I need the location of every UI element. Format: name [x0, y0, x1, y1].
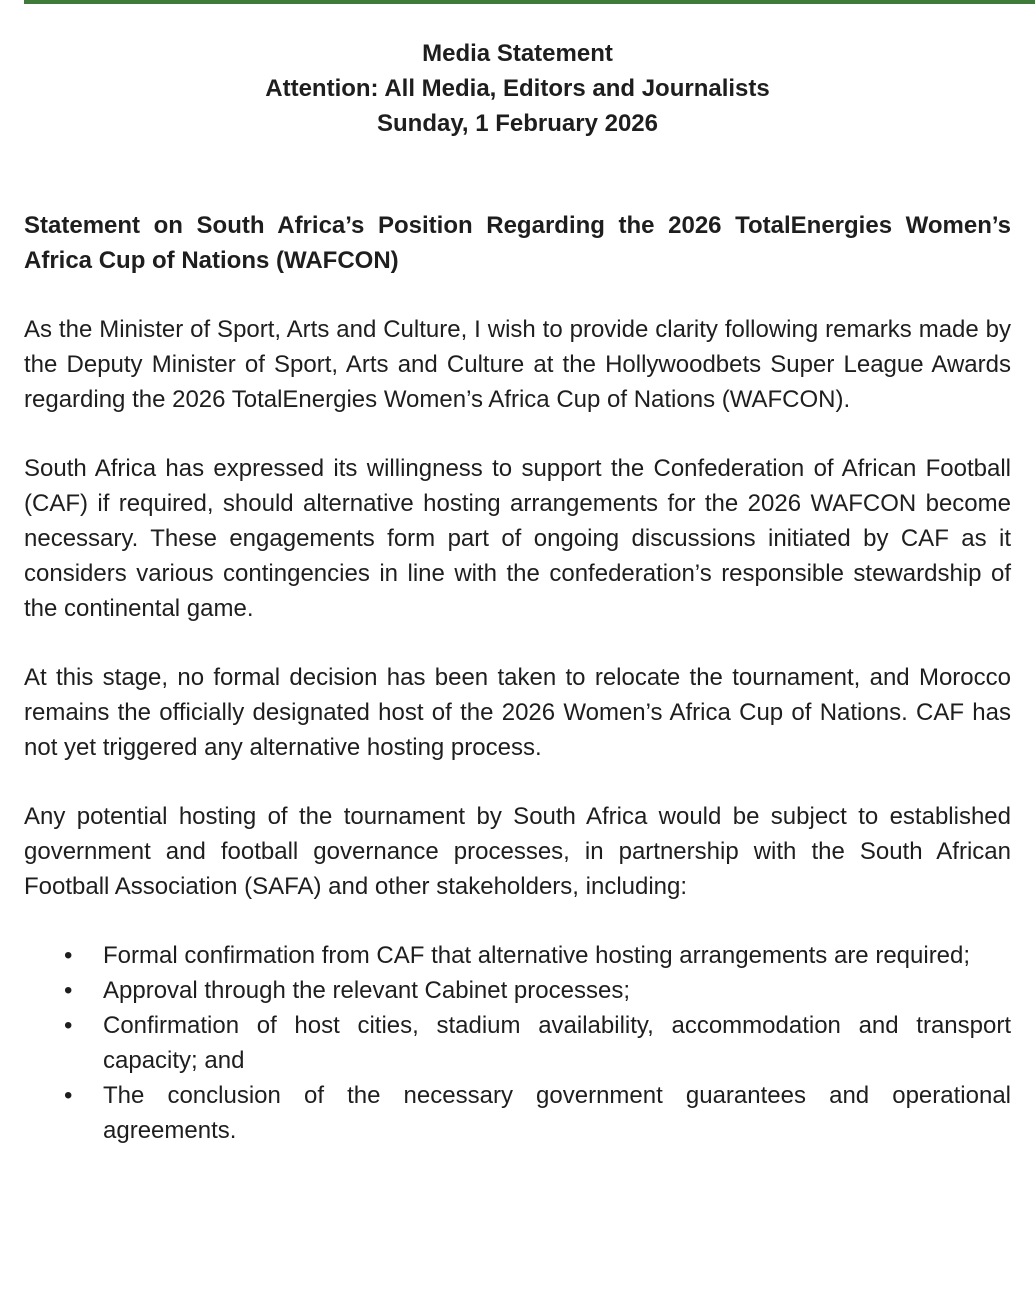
top-divider: [24, 0, 1035, 4]
bullet-icon: •: [64, 942, 73, 969]
bullet-icon: •: [64, 977, 73, 1004]
paragraph-clarity: As the Minister of Sport, Arts and Culture, I wish to provide clarity following remarks made by the Deputy Minister of Sport, Arts and Culture at the Hollywoodbets Super League Awards regarding the 2026 TotalEnergies Women’s Africa Cup of Nations (WAFCON).: [24, 316, 1011, 413]
bullet-icon: •: [64, 1012, 73, 1039]
paragraph-hosting-conditions: Any potential hosting of the tournament by South Africa would be subject to established government and football governance processes, in partnership with the South African Football Association (SAFA) and other stakeholders, including:: [24, 803, 1011, 900]
list-item-text: Formal confirmation from CAF that alternative hosting arrangements are required;: [103, 942, 971, 969]
header-media-statement: Media Statement: [422, 40, 613, 67]
paragraph-no-decision: At this stage, no formal decision has been taken to relocate the tournament, and Morocco remains the officially designated host of the 2026 Women’s Africa Cup of Nations. CAF has not yet triggered any alternative hosting process.: [24, 664, 1011, 761]
bullet-icon: •: [64, 1082, 73, 1109]
list-item: [24, 938, 1011, 973]
list-item-text: The conclusion of the necessary government guarantees and operational agreements.: [103, 1082, 1011, 1144]
conditions-list: [24, 938, 1011, 1148]
list-item: [24, 1008, 1011, 1078]
header-attention-line: Attention: All Media, Editors and Journalists: [265, 75, 770, 102]
list-item: [24, 1078, 1011, 1148]
statement-header: [0, 36, 1035, 141]
statement-body: [24, 208, 1011, 1148]
list-item: [24, 973, 1011, 1008]
list-item-text: Approval through the relevant Cabinet processes;: [103, 977, 630, 1004]
statement-title: Statement on South Africa’s Position Regarding the 2026 TotalEnergies Women’s Africa Cup of Nations (WAFCON): [24, 212, 1011, 274]
header-date: Sunday, 1 February 2026: [376, 110, 658, 137]
list-item-text: Confirmation of host cities, stadium availability, accommodation and transport capacity; and: [103, 1012, 1011, 1074]
paragraph-willingness: South Africa has expressed its willingness to support the Confederation of African Football (CAF) if required, should alternative hosting arrangements for the 2026 WAFCON become necessary. These engagements form part of ongoing discussions initiated by CAF as it considers various contingencies in line with the confederation’s responsible stewardship of the continental game.: [24, 455, 1011, 622]
